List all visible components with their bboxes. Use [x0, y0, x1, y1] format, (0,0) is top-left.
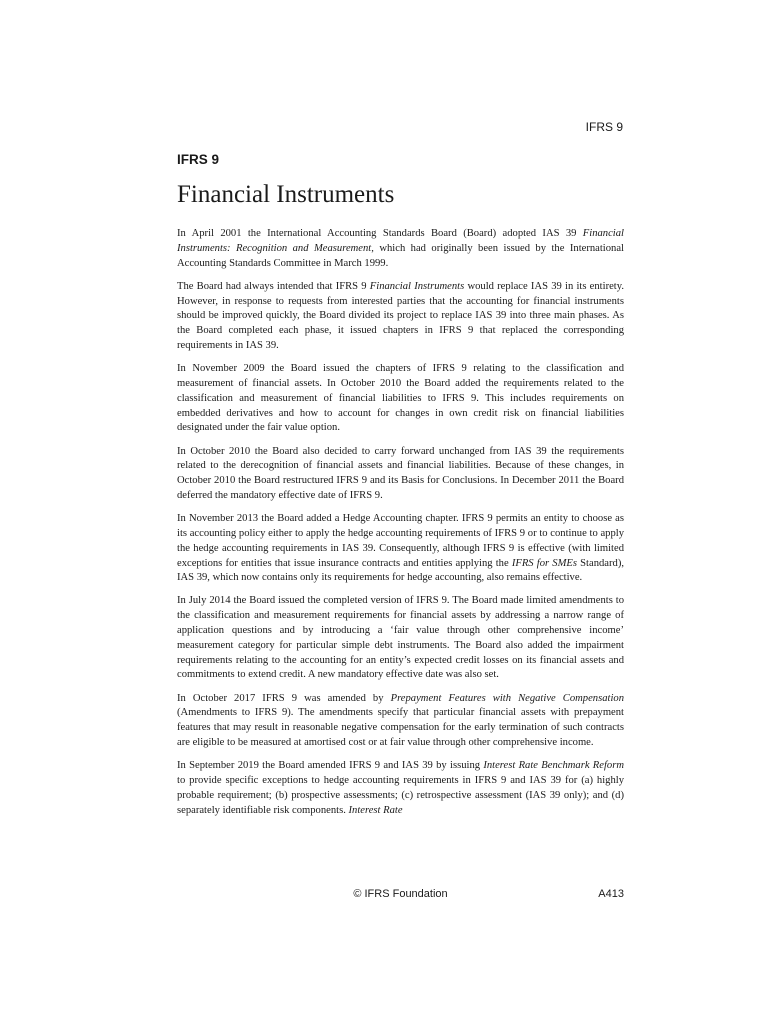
citation-ifrs-for-smes: IFRS for SMEs: [511, 557, 577, 569]
paragraph-6: In July 2014 the Board issued the completed version of IFRS 9. The Board made limited amendments to the classification and measurement requirements for financial assets by addressing a narrow range of application questions and by introducing a ‘fair value through other comprehensive income’ measurement category for particular simple debt instruments. The Board also added the impairment requirements relating to the accounting for an entity’s expected credit losses on its financial assets and commitments to extend credit. A new mandatory effective date was also set.: [177, 595, 624, 681]
paragraph-5: In November 2013 the Board added a Hedge Accounting chapter. IFRS 9 permits an entity to choose as its accounting policy either to apply the hedge accounting requirements of IFRS 9 or to continue to apply the hedge accounting requirements in IAS 39. Consequently, although IFRS 9 is effective (with limited exceptions for entities that issue insurance contracts and entities applying the IFRS for SMEs Standard), IAS 39, which now contains only its requirements for hedge accounting, also remains effective.: [177, 513, 624, 584]
citation-ias39-title: Financial Instruments: Recognition and Measurement: [177, 228, 624, 254]
paragraph-3: In November 2009 the Board issued the chapters of IFRS 9 relating to the classification and measurement of financial assets. In October 2010 the Board added the requirements related to the classification and measurement of financial liabilities to IFRS 9. This includes requirements on embedded derivatives and how to account for changes in own credit risk on financial liabilities designated under the fair value option.: [177, 363, 624, 434]
citation-prepayment-features: Prepayment Features with Negative Compensation: [390, 692, 624, 704]
paragraph-1: In April 2001 the International Accounting Standards Board (Board) adopted IAS 39 Financial Instruments: Recognition and Measurement, which had originally been issued by the International Accounting Standards Committee in March 1999.: [177, 228, 624, 269]
page-number: A413: [598, 888, 624, 900]
paragraph-4: In October 2010 the Board also decided to carry forward unchanged from IAS 39 the requirements related to the derecognition of financial assets and financial liabilities. Because of these changes, in October 2010 the Board restructured IFRS 9 and its Basis for Conclusions. In December 2011 the Board deferred the mandatory effective date of IFRS 9.: [177, 445, 624, 501]
paragraphs: [177, 227, 624, 818]
citation-ibor-reform: Interest Rate Benchmark Reform: [483, 760, 624, 772]
paragraph-2: The Board had always intended that IFRS 9 Financial Instruments would replace IAS 39 in its entirety. However, in response to requests from interested parties that the accounting for financial instruments should be improved quickly, the Board divided its project to replace IAS 39 into three main phases. As the Board completed each phase, it issued chapters in IFRS 9 that replaced the corresponding requirements in IAS 39.: [177, 280, 624, 351]
copyright-notice: © IFRS Foundation: [353, 888, 448, 900]
citation-ibor-reform-continued: Interest Rate: [348, 804, 403, 816]
running-head: IFRS 9: [585, 120, 623, 134]
document-title: Financial Instruments: [177, 181, 395, 208]
document-body: [177, 152, 624, 827]
citation-ifrs9-title: Financial Instruments: [369, 280, 465, 292]
paragraph-8: In September 2019 the Board amended IFRS 9 and IAS 39 by issuing Interest Rate Benchmark Reform to provide specific exceptions to hedge accounting requirements in IFRS 9 and IAS 39 for (a) highly probable requirement; (b) prospective assessments; (c) retrospective assessment (IAS 39 only); and (d) separately identifiable risk components. Interest Rate: [177, 760, 624, 816]
paragraph-7: In October 2017 IFRS 9 was amended by Prepayment Features with Negative Compensation (Amendments to IFRS 9). The amendments specify that particular financial assets with prepayment features that may result in reasonable negative compensation for the early termination of such contracts are eligible to be measured at amortised cost or at fair value through other comprehensive income.: [177, 692, 624, 749]
standard-label: IFRS 9: [177, 152, 220, 167]
